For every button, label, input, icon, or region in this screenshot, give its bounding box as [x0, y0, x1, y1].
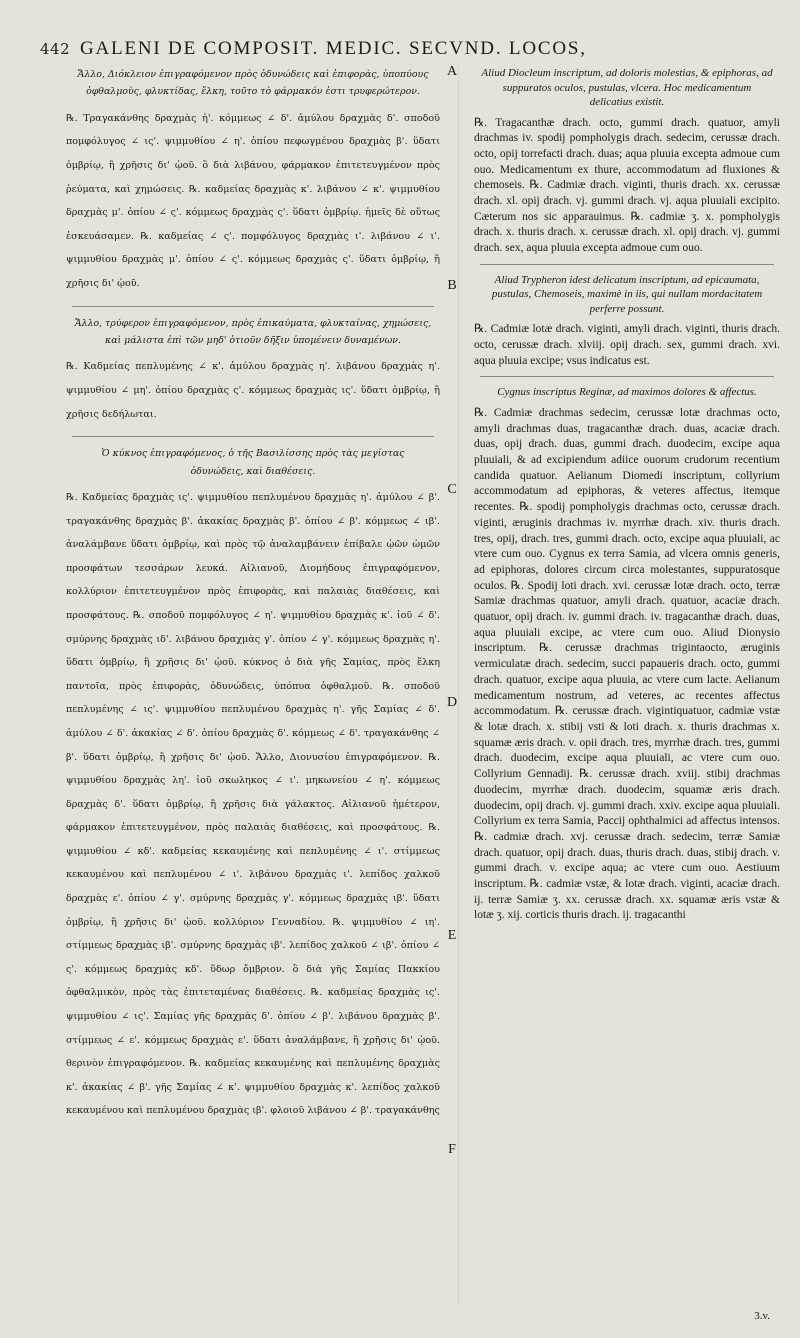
latin-section-1	[474, 66, 780, 257]
latin-section-2	[474, 273, 780, 370]
greek-section-body: ℞. Καδμείας δραχμὰς ις'. ψιμμυθίου πεπλυμένου δραχμὰς η'. ἀμύλου ∠ β'. τραγακάνθης δραχμὰς β'. ἀκακίας δραχμὰς β'. ὀπίου ∠ β'. κόμμεως ∠ ιβ'. ἀναλάμβανε ὕδατι ὀμβρίῳ, καὶ πρὸς τῷ ἀναλαμβάνειν ἐπίβαλε ᾠῶν ὠμῶν προσφάτων τεσσάρων λευκά. Αἰλιανοῦ, Διομήδους ἐπιγραφόμενον, κολλύριον ἐπιτετευγμένον πρὸς ἐπιφορὰς, καὶ παλαιὰς διαθέσεις, καὶ προσφάτους. ℞. σποδοῦ πομφόλυγος ∠ η'. ψιμμυθίου δραχμὰς κ'. ἰοῦ ∠ δ'. σμύρνης δραχμὰς ιδ'. λιβάνου δραχμὰς γ'. ὀπίου ∠ γ'. κόμμεως δραχμὰς η'. ὕδατι ὀμβρίῳ, ἢ χρῆσις δι' ᾠοῦ. κύκνος ὁ διὰ γῆς Σαμίας, πρὸς ἕλκη παντοῖα, πρὸς ἐπιφορὰς, ὀδυνώδεις, ὑπόπυα ὀφθαλμοῦ. ℞. σποδοῦ πεπλυμένης ∠ ις'. ψιμμυθίου πεπλυμένου δραχμὰς η'. γῆς Σαμίας ∠ δ'. ἀμύλου ∠ δ'. ἀκακίας ∠ δ'. ὀπίου δραχμὰς δ'. κόμμεως ∠ δ'. τραγακάνθης ∠ β'. ὕδατι ὀμβρίῳ, ἢ χρῆσις δι' ᾠοῦ. Ἄλλο, Διονυσίου ἐπιγραφόμενον. ℞. ψιμμυθίου δραχμὰς λη'. ἰοῦ σκωληκος ∠ ι'. μηκωνείου ∠ η'. κόμμεως δραχμὰς δ'. ὕδατι ὀμβρίῳ, ἢ χρῆσις διὰ γάλακτος. Αἰλιανοῦ ἡμέτερον, φάρμακον ἐπιτετευγμένον, πρὸς παλαιὰς διαθέσεις, καὶ προσφάτους. ℞. ψιμμυθίου ∠ κδ'. καδμείας κεκαυμένης καὶ πεπλυμένης ∠ ι'. στίμμεως κεκαυμένου καὶ πεπλυμένου ∠ ι'. λιβάνου δραχμὰς ι'. λεπίδος χαλκοῦ δραχμὰς ε'. ὀπίου ∠ γ'. σμύρνης δραχμὰς γ'. κόμμεως δραχμὰς ιβ'. ὕδατι ὀμβρίῳ, ἢ χρῆσις δι' ᾠοῦ. κολλύριον Γενναδίου. ℞. ψιμμυθίου ∠ ιη'. στίμμεως δραχμὰς ιβ'. σμύρνης δραχμὰς ιβ'. λεπίδος χαλκοῦ ∠ ιβ'. ὀπίου ∠ ς'. κόμμεως δραχμὰς κδ'. ὕδωρ ὄμβριον. ὃ διὰ γῆς Σαμίας Πακκίου ὀφθαλμικὸν, πρὸς τὰς ἐπιτεταμένας διαθέσεις. ℞. καδμείας δραχμὰς ις'. ψιμμυθίου ∠ ις'. Σαμίας γῆς δραχμὰς δ'. ὀπίου ∠ β'. λιβάνου δραχμὰς β'. στίμμεως ∠ ε'. κόμμεως δραχμὰς ε'. ὕδατι ἀναλάμβανε, ἢ χρῆσις δι' ᾠοῦ. θερινὸν ἐπιγραφόμενον. ℞. καδμείας κεκαυμένης καὶ πεπλυμένης δραχμὰς κ'. ἀκακίας ∠ β'. γῆς Σαμίας ∠ κ'. ψιμμυθίου δραχμὰς κ'. λεπίδος χαλκοῦ κεκαυμένου καὶ πεπλυμένου δραχμὰς ιβ'. φλοιοῦ λιβάνου ∠ β'. τραγακάνθης	[66, 491, 440, 1117]
greek-section-1	[66, 66, 440, 296]
greek-column	[66, 66, 440, 1133]
latin-section-body: ℞. Cadmiæ drachmas sedecim, cerussæ lotæ drachmas octo, amyli drachmas duas, tragacanthæ drach. duas, acaciæ drach. duas, opij drach. duas, gummi drach. duodecim, excipe aqua pluuiali, & ad excipiendum adiice ouorum crudorum recentium candida quatuor. Aelianum Diomedi inscriptum, collyrium accommodatum ad epiphoras, & veteres affectus, itemque recentes. ℞. spodij pompholygis drachmas octo, cerussæ drach. viginti, æruginis drachmas iv. myrrhæ drach. xiv. thuris drach. tres, opij, drach. tres, gummi drach. octo, excipe aqua pluuiali, ac vtere cum ouo. Cygnus ex terra Samia, ad vlcera omnis generis, ad epiphoras, dolores circum circa molestantes, suppuratosque oculos. ℞. Spodij loti drach. xvi. cerussæ lotæ drach. octo, terræ Samiæ drachmas quatuor, amyli drach. quatuor, acaciæ drach. quatuor, opij drach. iv. gummi drach. iv. tragacanthæ drach. duas, aqua pluuiali excipe, ac vtere cum ouo. Aliud Dionysio inscriptum. ℞. cerussæ drachmas trigintaocto, æruginis vermiculatæ drach. sedecim, succi papaueris drach. octo, gummi drach. quatuor, excipe aqua pluuia, ac vtere cum lacte. Aelianum medicamentum nostrum, ad veteres, ac recentes affectus accommodatum. ℞. cerussæ drach. vigintiquatuor, cadmiæ vstæ & lotæ drach. x. stibij vsti & loti drach. x. thuris drachmas x. squamæ æris drach. v. opii drach. tres, myrrhæ drach. tres, gummi drach. duodecim, excipe aqua pluuiali, ac vtere cum ouo. Collyrium Gennadij. ℞. cerussæ drach. xviij. stibij drachmas duodecim, myrrhæ drach. duodecim, squamæ æris drach. duodecim, opij drach. vj. gummi drach. xxiv. excipe aqua pluuiali. Collyrium ex terra Samia, Paccij ophthalmici ad affectus intensos. ℞. cadmiæ drach. xvj. cerussæ drach. sedecim, terræ Samiæ drach. quatuor, opij drach. duas, thuris drach. duas, stibij drach. v. gummi drach. v. excipe aqua; ac vtere cum ouo. Aestiuum inscriptum. ℞. cadmiæ vstæ, & lotæ drach. viginti, acaciæ drach. ij. terræ Samiæ ʒ. xx. cerussæ drach. xx. squamæ æris vstæ & lotæ ʒ. xij. corticis thuris drach. ij. tragacanthi	[474, 406, 780, 922]
page-number: 442	[40, 40, 71, 58]
latin-column	[474, 66, 780, 930]
catchword: 3.v.	[754, 1310, 770, 1322]
section-divider	[480, 376, 774, 377]
latin-section-3	[474, 385, 780, 924]
greek-section-title: Ἄλλο, τρύφερον ἐπιγραφόμενον, πρὸς ἐπικαύματα, φλυκταίνας, χημώσεις, καὶ μάλιστα ἐπὶ τῶν μηδ' ὁτιοῦν δῆξιν ὑπομένειν δυναμένων.	[74, 317, 432, 346]
latin-section-title: Aliud Trypheron idest delicatum inscriptum, ad epicaumata, pustulas, Chemoseis, maximè in iis, qui nullam mordacitatem perferre possunt.	[491, 273, 763, 315]
running-head: GALENI DE COMPOSIT. MEDIC. SECVND. LOCOS,	[80, 38, 587, 59]
margin-letter-d: D	[446, 695, 458, 710]
margin-letter-c: C	[447, 482, 457, 497]
latin-section-body: ℞. Cadmiæ lotæ drach. viginti, amyli drach. viginti, thuris drach. octo, cerussæ drach. xlviij. opij drach. sex, gummi drach. xvi. aqua pluuia excipe; vsus indicatus est.	[474, 323, 780, 367]
latin-section-title: Cygnus inscriptus Reginæ, ad maximos dolores & affectus.	[497, 386, 757, 399]
greek-section-title: Ἄλλο, Διόκλειον ἐπιγραφόμενον πρὸς ὀδυνώδεις καὶ ἐπιφορὰς, ὑποπύους ὀφθαλμοὺς, φλυκτίδας, ἕλκη, τοῦτο τὸ φάρμακόν ἐστι τρυφερώτερον.	[77, 69, 429, 98]
section-divider	[72, 436, 434, 437]
greek-section-2	[66, 315, 440, 427]
column-gutter	[458, 66, 459, 1306]
section-divider	[480, 264, 774, 265]
margin-letter-e: E	[447, 928, 457, 943]
greek-section-body: ℞. Τραγακάνθης δραχμὰς ἡ'. κόμμεως ∠ δ'. ἀμύλου δραχμὰς δ'. σποδοῦ πομφόλυγος ∠ ις'. ψιμμυθίου ∠ η'. ὀπίου πεφωγμένου δραχμὰς β'. ὕδατι ὀμβρίῳ, ἢ χρῆσις δι' ᾠοῦ. ὃ διὰ λιβάνου, φάρμακον ἐπιτετευγμένον πρὸς ῥεύματα, καὶ χημώσεις. ℞. καδμείας δραχμὰς κ'. λιβάνου ∠ κ'. ψιμμυθίου δραχμὰς μ'. ὀπίου ∠ ς'. κόμμεως δραχμὰς ς'. ὕδατι ὀμβρίῳ. ἡμεῖς δὲ οὕτως ἐσκευάσαμεν. ℞. καδμείας ∠ ς'. πομφόλυγος δραχμὰς ι'. λιβάνου ∠ ι'. ψιμμυθίου δραχμὰς μ'. ὀπίου ∠ ς'. κόμμεως δραχμὰς ς'. ὕδατι ὀμβρίῳ, ἢ χρῆσις δι' ᾠοῦ.	[66, 112, 440, 289]
margin-letter-b: B	[447, 278, 457, 293]
latin-section-body: ℞. Tragacanthæ drach. octo, gummi drach. quatuor, amyli drachmas iv. spodij pompholygis drach. sedecim, cerussæ drach. octo, opij torrefacti drach. duas; aqua pluuia excepta admoue cum ouo. Medicamentum ex thure, accommodatum ad fluxiones & chemoseis. ℞. Cadmiæ drach. viginti, thuris drach. xx. cerussæ drach. xl. opij drach. vj. gummi drach. vj. aqua pluuiali excipito. Cæterum nos sic apparauimus. ℞. cadmiæ ʒ. x. pompholygis drach. x. thuris drach. x. cerussæ drach. xl. opij drach. vj. gummi drach. sex, aqua pluuia excepta admoue cum ouo.	[474, 116, 780, 255]
margin-letter-f: F	[448, 1142, 456, 1157]
latin-section-title: Aliud Diocleum inscriptum, ad doloris molestias, & epiphoras, ad suppuratos oculos, pustulas, vlcera. Hoc medicamentum delicatius existit.	[481, 67, 773, 108]
section-divider	[72, 306, 434, 307]
margin-letter-a: A	[446, 64, 458, 79]
greek-section-title: Ὁ κύκνος ἐπιγραφόμενος, ὁ τῆς Βασιλίσσης πρὸς τὰς μεγίστας ὀδυνώδεις, καὶ διαθέσεις.	[101, 448, 405, 477]
greek-section-body: ℞. Καδμείας πεπλυμένης ∠ κ'. ἀμύλου δραχμὰς η'. λιβάνου δραχμὰς η'. ψιμμυθίου ∠ μη'. ὀπίου δραχμὰς ς'. κόμμεως δραχμὰς ις'. ὕδατι ὀμβρίῳ, ἢ χρῆσις δεδήλωται.	[66, 361, 440, 420]
greek-section-3	[66, 445, 440, 1123]
